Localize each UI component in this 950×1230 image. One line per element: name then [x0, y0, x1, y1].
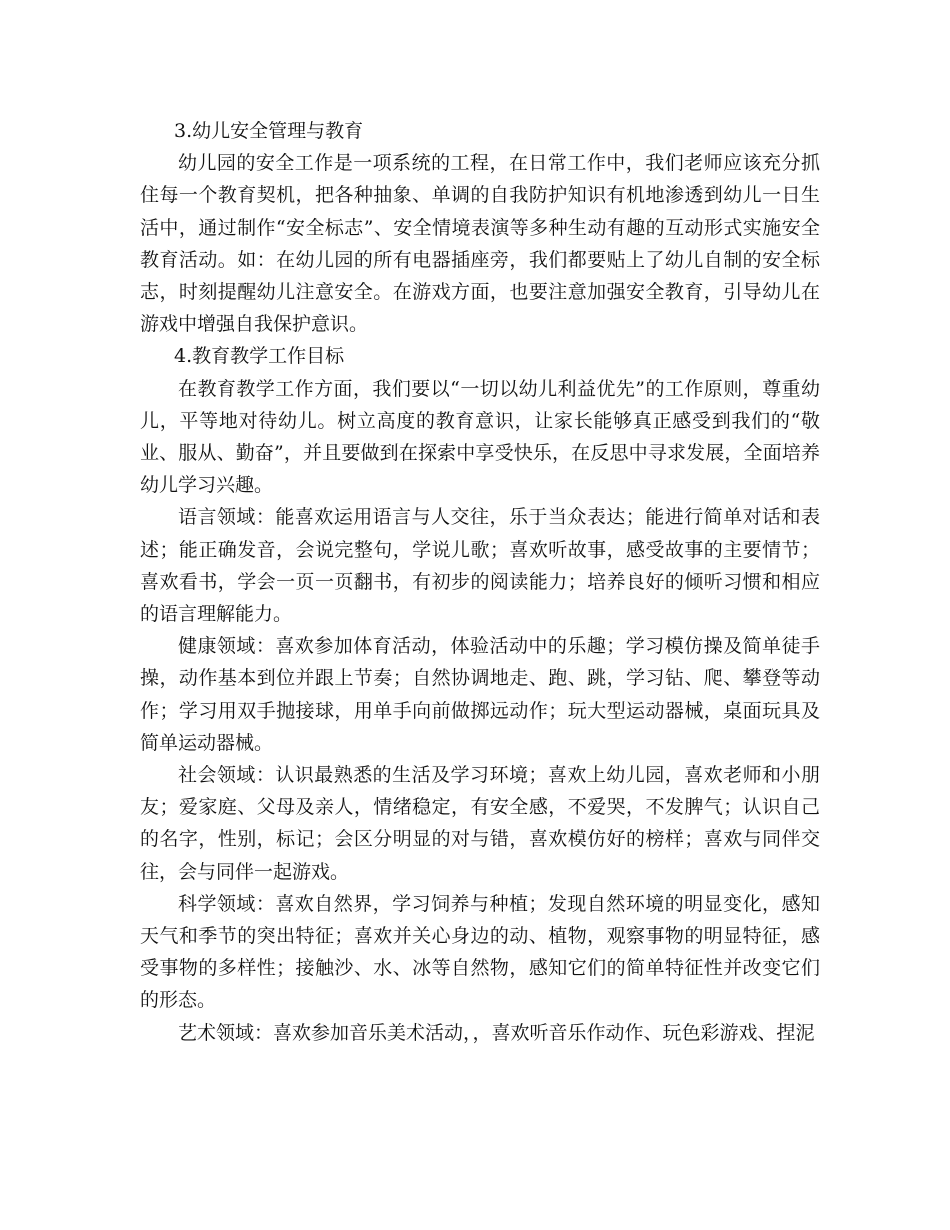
paragraph-language-domain: 语言领域：能喜欢运用语言与人交往，乐于当众表达；能进行简单对话和表述；能正确发音，会说完整句，学说儿歌；喜欢听故事，感受故事的主要情节；喜欢看书，学会一页一页翻书，有初步的阅读能力；培养良好的倾听习惯和相应的语言理解能力。 [140, 506, 820, 626]
section-heading-teaching-goals: 4.教育教学工作目标 [174, 345, 345, 368]
section-heading-safety: 3.幼儿安全管理与教育 [174, 120, 364, 142]
paragraph-teaching-principles: 在教育教学工作方面，我们要以“一切以幼儿利益优先”的工作原则，尊重幼儿，平等地对待幼儿。树立高度的教育意识，让家长能够真正感受到我们的“敬业、服从、勤奋”，并且要做到在探索中享受快乐，在反思中寻求发展，全面培养幼儿学习兴趣。 [140, 377, 820, 497]
paragraph-science-domain: 科学领域：喜欢自然界，学习饲养与种植；发现自然环境的明显变化，感知天气和季节的突出特征；喜欢并关心身边的动、植物，观察事物的明显特征，感受事物的多样性；接触沙、水、冰等自然物，感知它们的简单特征性并改变它们的形态。 [140, 892, 820, 1012]
paragraph-social-domain: 社会领域：认识最熟悉的生活及学习环境；喜欢上幼儿园，喜欢老师和小朋友；爱家庭、父母及亲人，情绪稳定，有安全感，不爱哭，不发脾气；认识自己的名字，性别，标记；会区分明显的对与错，喜欢模仿好的榜样；喜欢与同伴交往，会与同伴一起游戏。 [140, 764, 820, 883]
document-body [140, 115, 820, 1049]
paragraph-safety-work: 幼儿园的安全工作是一项系统的工程，在日常工作中，我们老师应该充分抓住每一个教育契机，把各种抽象、单调的自我防护知识有机地渗透到幼儿一日生活中，通过制作“安全标志”、安全情境表演等多种生动有趣的互动形式实施安全教育活动。如：在幼儿园的所有电器插座旁，我们都要贴上了幼儿自制的安全标志，时刻提醒幼儿注意安全。在游戏方面，也要注意加强安全教育，引导幼儿在游戏中增强自我保护意识。 [140, 152, 820, 336]
paragraph-art-domain: 艺术领域：喜欢参加音乐美术活动，，喜欢听音乐作动作、玩色彩游戏、捏泥 [178, 1021, 815, 1044]
paragraph-health-domain: 健康领域：喜欢参加体育活动，体验活动中的乐趣；学习模仿操及简单徒手操，动作基本到位并跟上节奏；自然协调地走、跑、跳，学习钻、爬、攀登等动作；学习用双手抛接球，用单手向前做掷远动作；玩大型运动器械，桌面玩具及简单运动器械。 [140, 635, 820, 754]
